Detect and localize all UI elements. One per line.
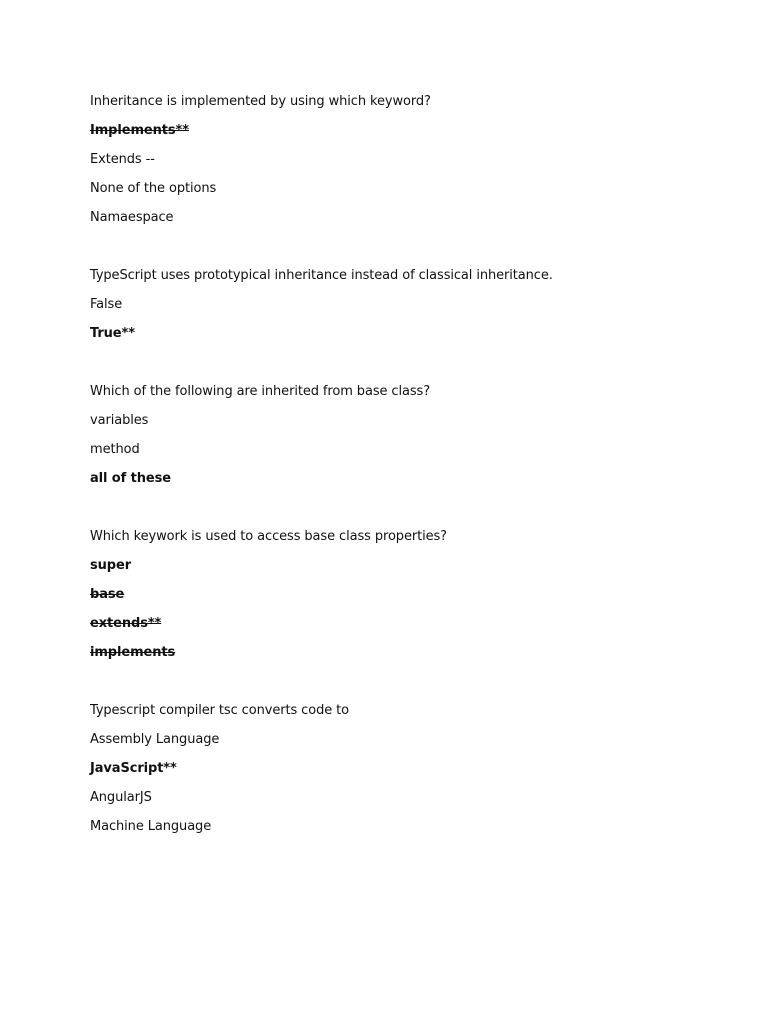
- option-text: base: [90, 587, 125, 602]
- document-page: [90, 94, 730, 848]
- option-text: Namaespace: [90, 210, 174, 225]
- option-text: Implements**: [90, 123, 189, 138]
- option-text: AngularJS: [90, 790, 152, 805]
- option-text: Assembly Language: [90, 732, 220, 747]
- question-text: Which keywork is used to access base class properties?: [90, 529, 447, 544]
- option-text: Extends --: [90, 152, 155, 167]
- option-text: all of these: [90, 471, 171, 486]
- option-text: super: [90, 558, 132, 573]
- question-text: Which of the following are inherited from base class?: [90, 384, 430, 399]
- option-text: False: [90, 297, 123, 312]
- option-text: None of the options: [90, 181, 217, 196]
- option-text: True**: [90, 326, 135, 341]
- question-block-3: [90, 384, 730, 500]
- option-text: JavaScript**: [90, 761, 177, 776]
- option-text: variables: [90, 413, 149, 428]
- question-block-4: [90, 529, 730, 674]
- option-text: extends**: [90, 616, 162, 631]
- question-block-5: [90, 703, 730, 848]
- question-text: Inheritance is implemented by using which keyword?: [90, 94, 431, 109]
- question-block-1: [90, 94, 730, 239]
- option-text: method: [90, 442, 140, 457]
- question-block-2: [90, 268, 730, 355]
- option-text: implements: [90, 645, 176, 660]
- option-text: Machine Language: [90, 819, 212, 834]
- question-text: Typescript compiler tsc converts code to: [90, 703, 349, 718]
- question-text: TypeScript uses prototypical inheritance instead of classical inheritance.: [90, 268, 553, 283]
